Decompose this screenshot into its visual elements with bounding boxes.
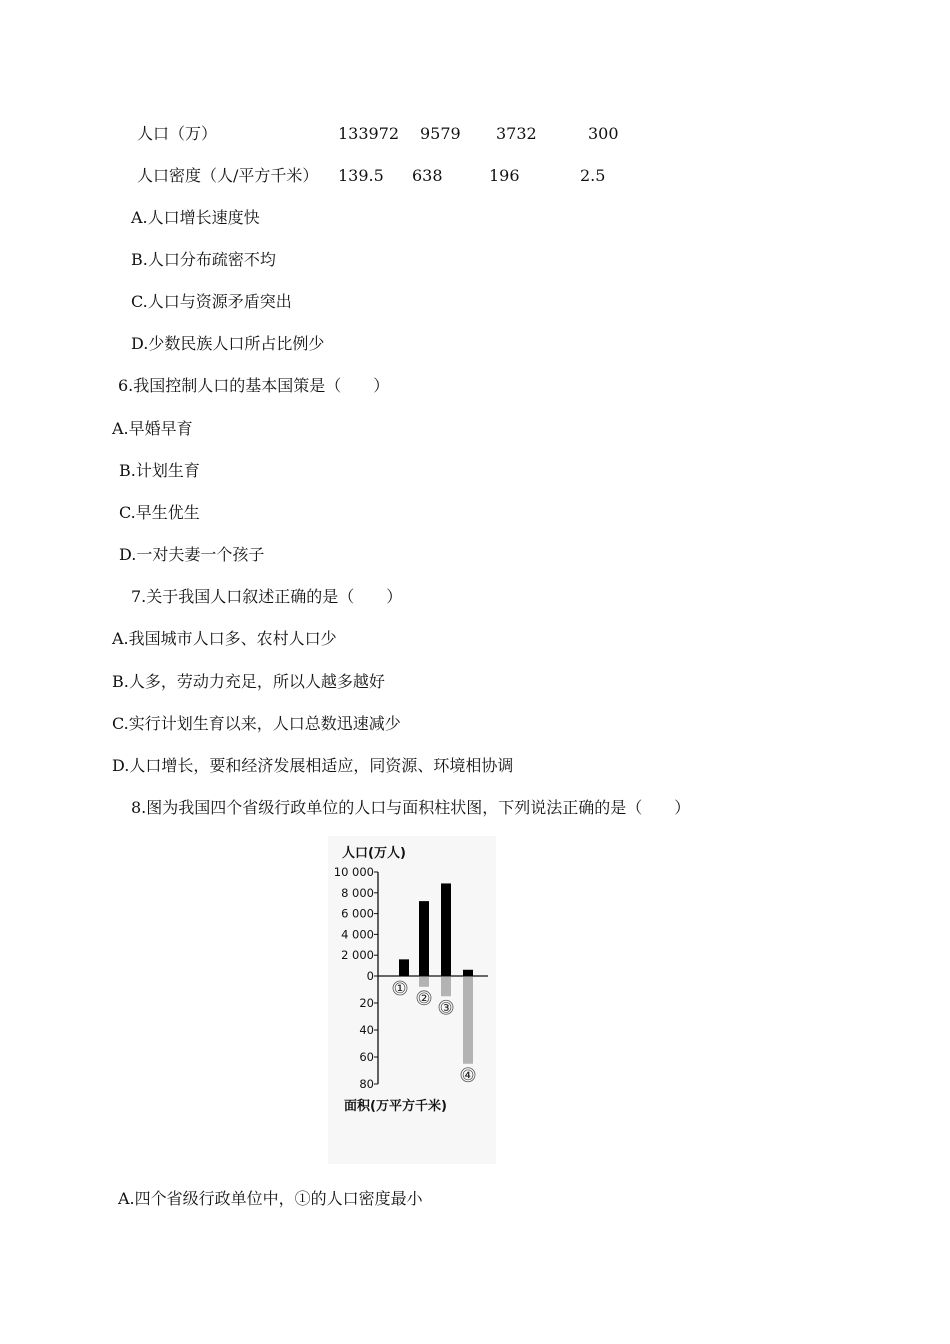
q5-option-d: D.少数民族人口所占比例少 [131,334,325,353]
q8-stem: 8.图为我国四个省级行政单位的人口与面积柱状图，下列说法正确的是（ ） [131,798,691,817]
y-tick-label: 0 [366,969,374,983]
category-label: ② [417,990,431,1007]
y-tick-label: 8 000 [341,885,374,900]
q5-option-b: B.人口分布疏密不均 [131,250,276,269]
table-cell: 9579 [420,124,461,143]
area-bar [463,977,473,1064]
area-bar [441,977,451,996]
y-axis-top-label: 人口(万人) [342,846,406,861]
table-cell: 196 [489,166,520,185]
table-cell: 300 [588,124,619,143]
q5-option-c: C.人口与资源矛盾突出 [131,292,292,311]
y-tick-label: 10 000 [333,865,374,879]
q7-stem: 7.关于我国人口叙述正确的是（ ） [131,587,403,606]
area-bar [419,977,429,987]
table-cell: 133972 [338,124,400,143]
q6-stem: 6.我国控制人口的基本国策是（ ） [118,376,390,395]
q6-option-d: D.一对夫妻一个孩子 [119,545,265,564]
population-bar [441,883,451,976]
category-label: ④ [461,1067,475,1084]
category-label: ③ [439,1000,453,1017]
q8-option-a: A.四个省级行政单位中，①的人口密度最小 [118,1189,423,1208]
q6-option-a: A.早婚早育 [112,419,193,438]
category-label: ① [393,981,407,997]
q6-option-b: B.计划生育 [119,461,200,480]
q6-option-c: C.早生优生 [119,503,200,522]
y-tick-label: 40 [359,1023,374,1037]
table-cell: 3732 [496,124,537,143]
y-tick-label: 2 000 [341,948,374,963]
table-cell: 638 [412,166,443,185]
table-cell: 139.5 [338,166,384,185]
population-area-bar-chart [328,836,496,1164]
population-bar [463,970,473,976]
q7-option-d: D.人口增长，要和经济发展相适应，同资源、环境相协调 [112,756,514,775]
y-tick-label: 60 [359,1050,374,1064]
y-tick-label: 4 000 [341,927,374,942]
table-cell: 2.5 [580,166,606,185]
q5-option-a: A.人口增长速度快 [131,208,260,227]
q7-option-c: C.实行计划生育以来，人口总数迅速减少 [112,714,401,733]
y-tick-label: 20 [359,996,374,1010]
y-tick-label: 6 000 [341,906,374,921]
y-tick-label: 80 [359,1077,374,1091]
row-label: 人口（万） [137,124,218,143]
row-label: 人口密度（人/平方千米） [137,166,319,185]
population-bar [399,959,409,976]
q7-option-b: B.人多，劳动力充足，所以人越多越好 [112,672,385,691]
q7-option-a: A.我国城市人口多、农村人口少 [112,629,337,648]
population-bar [419,901,429,976]
y-axis-bottom-label: 面积(万平方千米) [344,1099,447,1114]
